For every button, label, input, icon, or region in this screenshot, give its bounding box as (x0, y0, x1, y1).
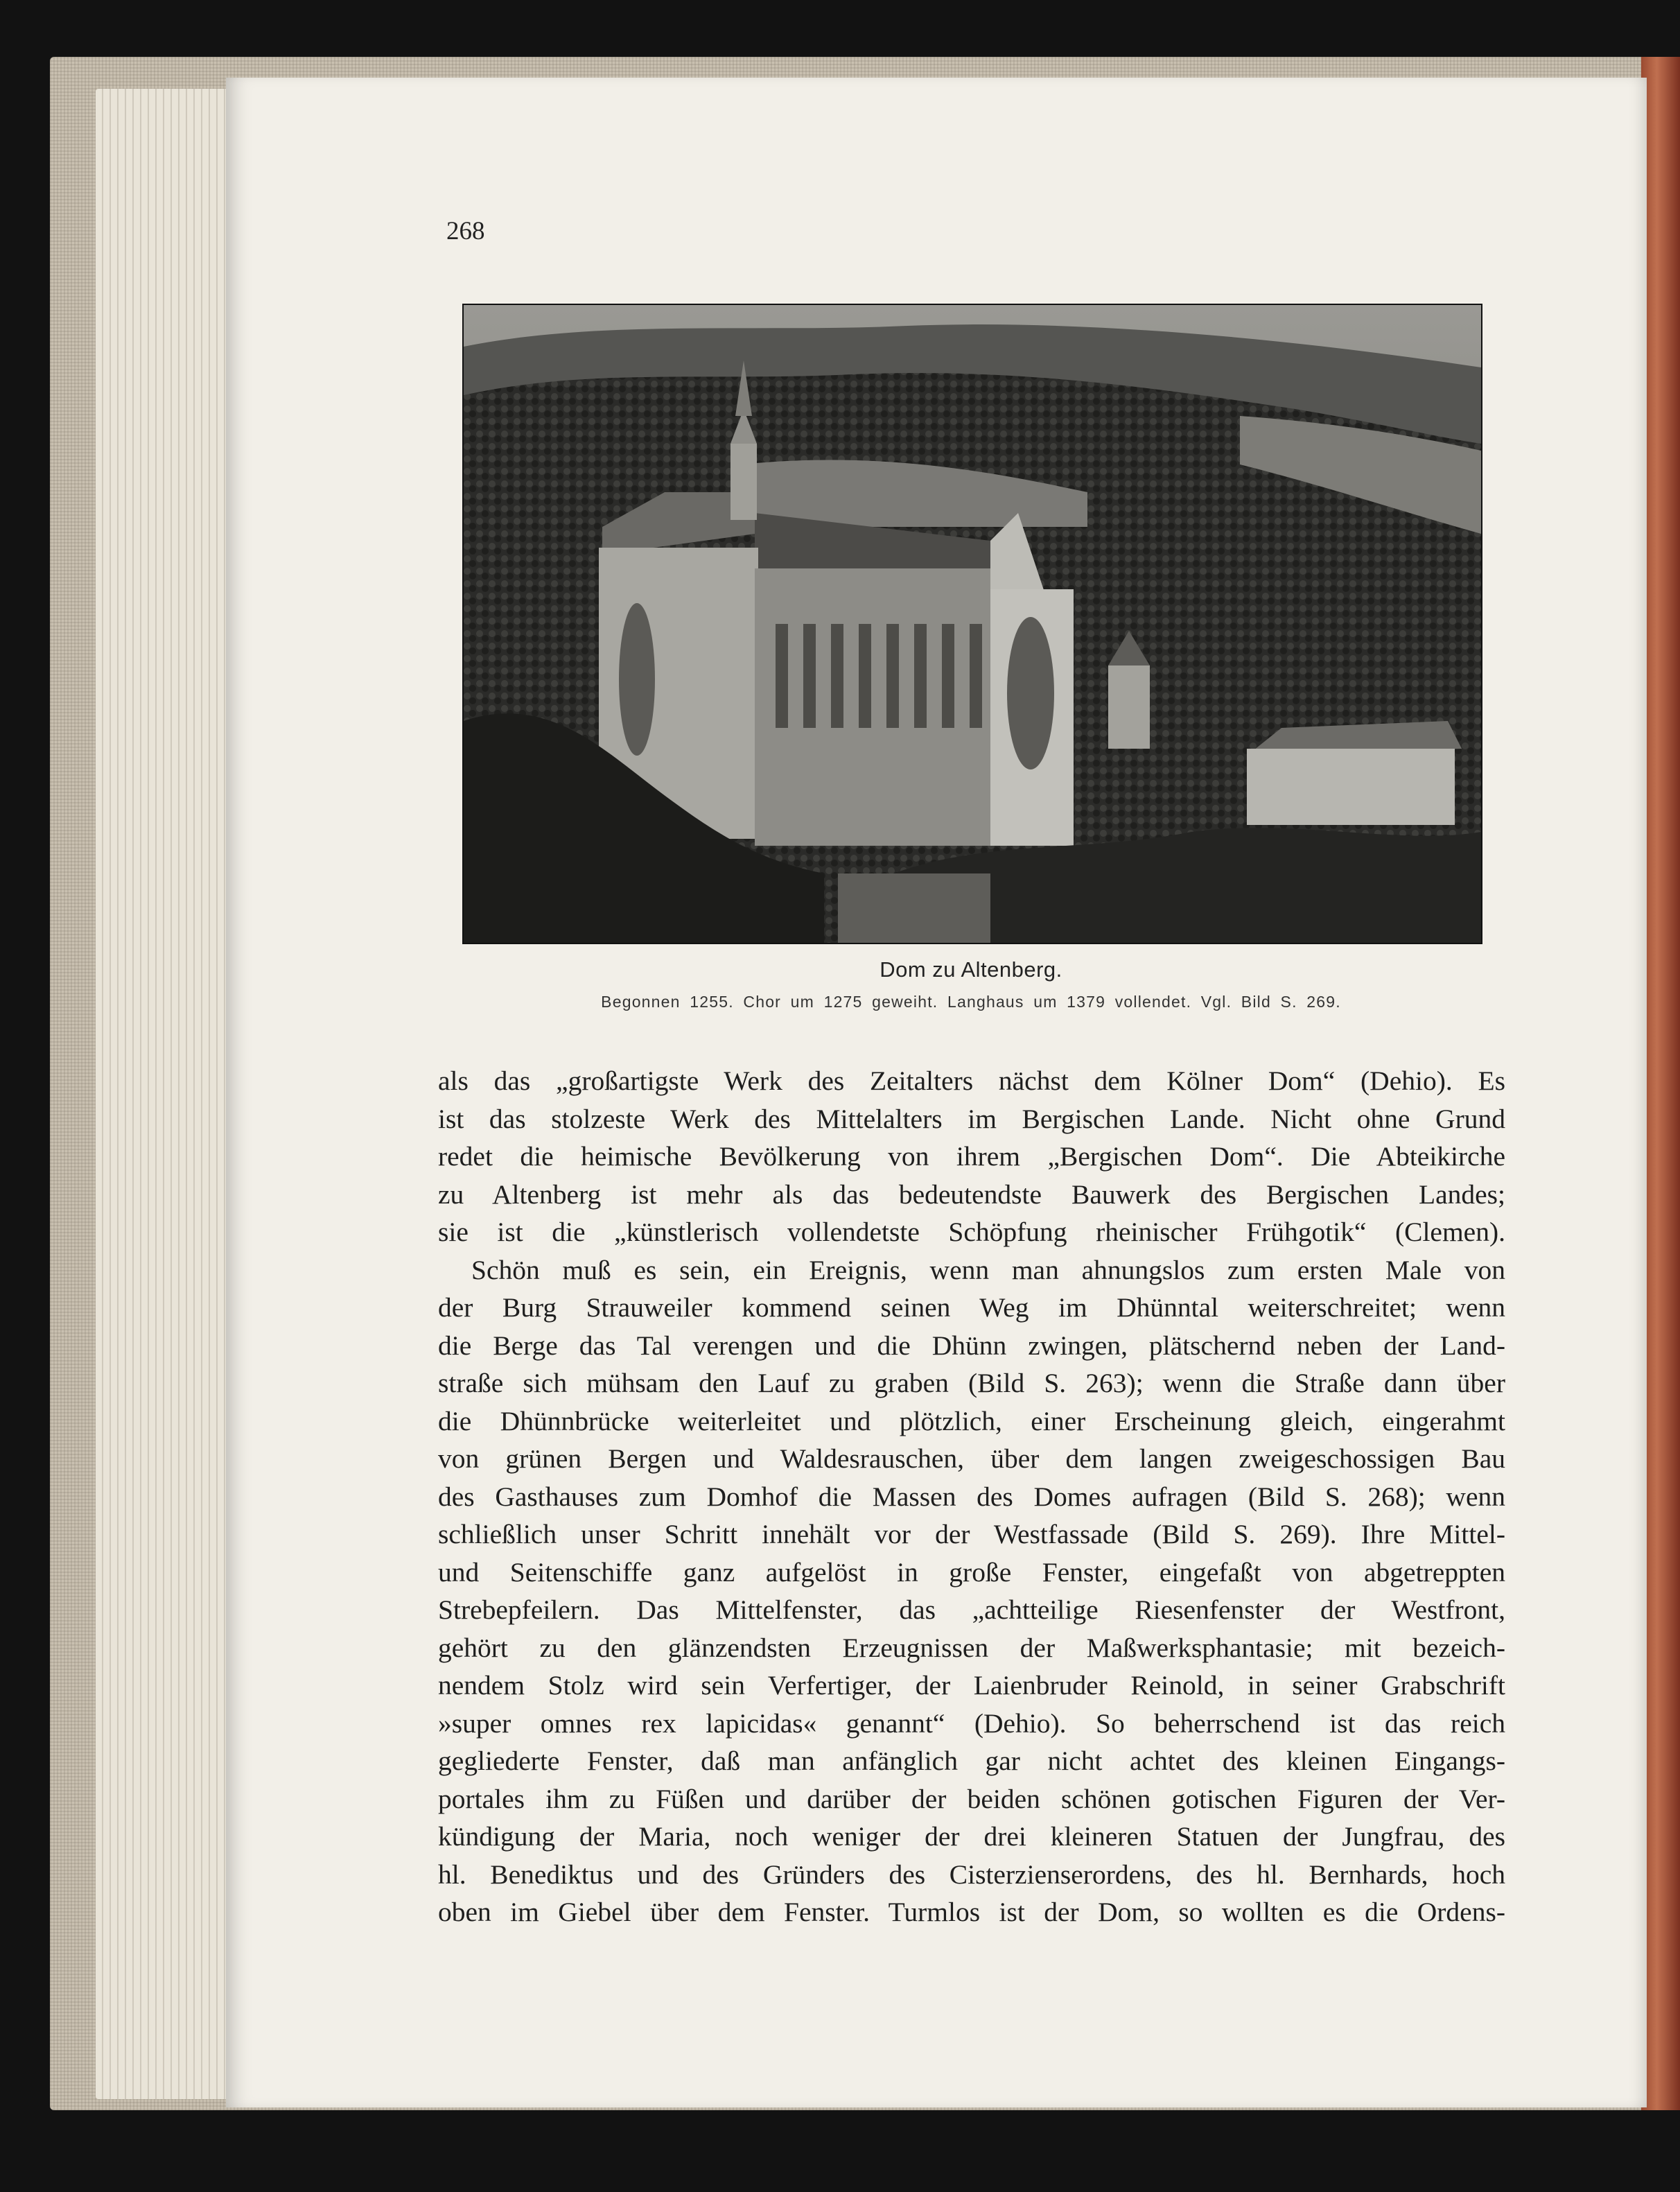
page-number: 268 (446, 217, 485, 245)
body-text (438, 1062, 1505, 1931)
text-line: Schön muß es sein, ein Ereignis, wenn man ahnungslos zum ersten Male von (471, 1254, 1505, 1285)
text-line: portales ihm zu Füßen und darüber der beiden schönen gotischen Figuren der Ver- (438, 1783, 1505, 1814)
text-line: oben im Giebel über dem Fenster. Turmlos ist der Dom, so wollten es die Ordens- (438, 1897, 1505, 1927)
text-line: gegliederte Fenster, daß man anfänglich gar nicht achtet des kleinen Eingangs- (438, 1746, 1505, 1776)
text-line: ist das stolzeste Werk des Mittelalters im Bergischen Lande. Nicht ohne Grund (438, 1103, 1505, 1134)
text-line: hl. Benediktus und des Gründers des Cisterzienserordens, des hl. Bernhards, hoch (438, 1859, 1505, 1890)
cathedral-photo (462, 304, 1482, 944)
text-line: kündigung der Maria, noch weniger der drei kleineren Statuen der Jungfrau, des (438, 1821, 1505, 1852)
text-line: der Burg Strauweiler kommend seinen Weg im Dhünntal weiterschreitet; wenn (438, 1292, 1505, 1323)
figure-title: Dom zu Altenberg. (880, 957, 1062, 982)
text-line: redet die heimische Bevölkerung von ihrem „Bergischen Dom“. Die Abteikirche (438, 1141, 1505, 1172)
text-line: und Seitenschiffe ganz aufgelöst in große Fenster, eingefaßt von abgetreppten (438, 1556, 1505, 1588)
text-line: von grünen Bergen und Waldesrauschen, über dem langen zweigeschossigen Bau (438, 1443, 1505, 1474)
text-line: sie ist die „künstlerisch vollendetste Schöpfung rheinischer Frühgotik“ (Clemen). (438, 1217, 1505, 1247)
cathedral-photo-drawing (464, 305, 1481, 943)
text-line: die Dhünnbrücke weiterleitet und plötzlich, einer Erscheinung gleich, eingerahmt (438, 1405, 1505, 1436)
text-line: zu Altenberg ist mehr als das bedeutendste Bauwerk des Bergischen Landes; (438, 1178, 1505, 1210)
page-stack (96, 89, 231, 2099)
text-line: nendem Stolz wird sein Verfertiger, der Laienbruder Reinold, in seiner Grabschrift (438, 1670, 1505, 1700)
text-line: Strebepfeilern. Das Mittelfenster, das „achtteilige Riesenfenster der Westfront, (438, 1594, 1505, 1625)
text-line: des Gasthauses zum Domhof die Massen des Domes aufragen (Bild S. 268); wenn (438, 1481, 1505, 1512)
text-line: die Berge das Tal verengen und die Dhünn zwingen, plätschernd neben der Land- (438, 1330, 1505, 1361)
figure-subtitle: Begonnen 1255. Chor um 1275 geweiht. Langhaus um 1379 vollendet. Vgl. Bild S. 269. (601, 993, 1341, 1011)
text-line: »super omnes rex lapicidas« genannt“ (Dehio). So beherrschend ist das reich (438, 1707, 1505, 1739)
text-line: schließlich unser Schritt innehält vor der Westfassade (Bild S. 269). Ihre Mittel- (438, 1519, 1505, 1549)
text-line: als das „großartigste Werk des Zeitalters nächst dem Kölner Dom“ (Dehio). Es (438, 1065, 1505, 1096)
book-cover-edge (1641, 57, 1680, 2110)
text-line: straße sich mühsam den Lauf zu graben (Bild S. 263); wenn die Straße dann über (438, 1368, 1505, 1398)
text-line: gehört zu den glänzendsten Erzeugnissen der Maßwerksphantasie; mit bezeich- (438, 1632, 1505, 1663)
